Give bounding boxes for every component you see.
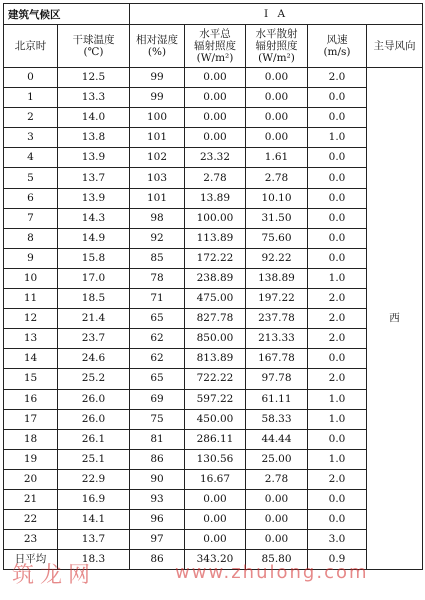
cell-hour: 1	[4, 88, 58, 108]
cell-wind-speed: 1.0	[308, 389, 367, 409]
cell-diffuse-radiation: 167.78	[246, 349, 308, 369]
watermark-text: 筑龙网	[12, 563, 97, 588]
col-header-wind-speed: 风速 (m/s)	[308, 25, 367, 68]
cell-diffuse-radiation: 1.61	[246, 148, 308, 168]
cell-wind-speed: 2.0	[308, 68, 367, 88]
cell-temp: 13.7	[58, 530, 130, 550]
cell-hour: 4	[4, 148, 58, 168]
cell-hour: 3	[4, 128, 58, 148]
cell-rh: 62	[130, 329, 185, 349]
cell-rh: 99	[130, 88, 185, 108]
cell-rh: 90	[130, 469, 185, 489]
zone-value: I A	[130, 4, 423, 25]
cell-rh: 96	[130, 510, 185, 530]
cell-temp: 14.1	[58, 510, 130, 530]
cell-hour: 9	[4, 248, 58, 268]
cell-diffuse-radiation: 0.00	[246, 128, 308, 148]
cell-diffuse-radiation: 0.00	[246, 510, 308, 530]
cell-temp: 13.9	[58, 188, 130, 208]
cell-diffuse-radiation: 44.44	[246, 429, 308, 449]
cell-temp: 24.6	[58, 349, 130, 369]
cell-total-radiation: 0.00	[185, 489, 246, 509]
cell-rh: 93	[130, 489, 185, 509]
cell-wind-speed: 2.0	[308, 469, 367, 489]
cell-wind-speed: 0.0	[308, 188, 367, 208]
cell-wind-speed: 0.0	[308, 349, 367, 369]
cell-rh: 101	[130, 188, 185, 208]
cell-hour: 5	[4, 168, 58, 188]
cell-wind-speed: 1.0	[308, 409, 367, 429]
cell-diffuse-radiation: 31.50	[246, 208, 308, 228]
cell-temp: 25.2	[58, 369, 130, 389]
cell-temp: 14.9	[58, 228, 130, 248]
cell-total-radiation: 0.00	[185, 68, 246, 88]
table-row	[4, 469, 423, 489]
cell-hour: 8	[4, 228, 58, 248]
table-row	[4, 349, 423, 369]
zone-label: 建筑气候区	[4, 4, 130, 25]
table-row	[4, 168, 423, 188]
cell-hour: 18	[4, 429, 58, 449]
climate-data-table-container	[3, 3, 422, 570]
cell-hour: 12	[4, 309, 58, 329]
cell-wind-speed: 2.0	[308, 329, 367, 349]
cell-diffuse-radiation: 0.00	[246, 88, 308, 108]
cell-rh: 92	[130, 228, 185, 248]
cell-rh: 85	[130, 248, 185, 268]
cell-rh: 65	[130, 369, 185, 389]
table-row	[4, 208, 423, 228]
cell-wind-speed: 0.0	[308, 108, 367, 128]
cell-hour: 0	[4, 68, 58, 88]
col-header-rh: 相对湿度 (%)	[130, 25, 185, 68]
cell-rh: 98	[130, 208, 185, 228]
zone-row	[4, 4, 423, 25]
cell-wind-speed: 0.0	[308, 168, 367, 188]
col-header-diffuse-radiation: 水平散射 辐射照度 (W/m²)	[246, 25, 308, 68]
cell-diffuse-radiation: 138.89	[246, 268, 308, 288]
cell-rh: 101	[130, 128, 185, 148]
cell-total-radiation: 597.22	[185, 389, 246, 409]
cell-total-radiation: 130.56	[185, 449, 246, 469]
table-row	[4, 389, 423, 409]
cell-diffuse-radiation: 25.00	[246, 449, 308, 469]
cell-temp: 26.1	[58, 429, 130, 449]
cell-wind-speed: 2.0	[308, 309, 367, 329]
cell-diffuse-radiation: 237.78	[246, 309, 308, 329]
cell-rh: 100	[130, 108, 185, 128]
table-row	[4, 369, 423, 389]
cell-wind-speed: 0.0	[308, 510, 367, 530]
table-row	[4, 248, 423, 268]
table-row	[4, 309, 423, 329]
cell-total-radiation: 238.89	[185, 268, 246, 288]
cell-total-radiation: 2.78	[185, 168, 246, 188]
cell-wind-speed: 0.0	[308, 429, 367, 449]
cell-rh: 103	[130, 168, 185, 188]
cell-total-radiation: 813.89	[185, 349, 246, 369]
cell-prevailing-wind: 西	[367, 68, 423, 570]
cell-hour: 20	[4, 469, 58, 489]
climate-data-table	[3, 3, 423, 570]
cell-hour: 19	[4, 449, 58, 469]
cell-hour: 7	[4, 208, 58, 228]
cell-wind-speed: 1.0	[308, 128, 367, 148]
cell-total-radiation: 0.00	[185, 128, 246, 148]
cell-wind-speed: 0.0	[308, 248, 367, 268]
cell-temp: 13.8	[58, 128, 130, 148]
cell-total-radiation: 113.89	[185, 228, 246, 248]
cell-hour: 17	[4, 409, 58, 429]
cell-hour: 16	[4, 389, 58, 409]
table-body	[4, 68, 423, 570]
cell-temp: 21.4	[58, 309, 130, 329]
cell-rh: 99	[130, 68, 185, 88]
cell-wind-speed: 0.0	[308, 208, 367, 228]
table-row	[4, 530, 423, 550]
cell-diffuse-radiation: 197.22	[246, 289, 308, 309]
cell-hour: 6	[4, 188, 58, 208]
cell-diffuse-radiation: 2.78	[246, 469, 308, 489]
cell-rh: 71	[130, 289, 185, 309]
cell-total-radiation: 722.22	[185, 369, 246, 389]
table-row	[4, 228, 423, 248]
col-header-total-radiation: 水平总 辐射照度 (W/m²)	[185, 25, 246, 68]
cell-temp: 13.3	[58, 88, 130, 108]
cell-total-radiation: 13.89	[185, 188, 246, 208]
cell-hour: 日平均	[4, 550, 58, 570]
cell-diffuse-radiation: 58.33	[246, 409, 308, 429]
cell-temp: 16.9	[58, 489, 130, 509]
cell-wind-speed: 1.0	[308, 268, 367, 288]
cell-diffuse-radiation: 0.00	[246, 530, 308, 550]
table-row	[4, 148, 423, 168]
cell-temp: 14.3	[58, 208, 130, 228]
cell-temp: 18.5	[58, 289, 130, 309]
cell-total-radiation: 100.00	[185, 208, 246, 228]
table-row	[4, 429, 423, 449]
cell-wind-speed: 3.0	[308, 530, 367, 550]
cell-wind-speed: 2.0	[308, 289, 367, 309]
cell-hour: 23	[4, 530, 58, 550]
cell-wind-speed: 0.9	[308, 550, 367, 570]
cell-hour: 11	[4, 289, 58, 309]
col-header-prevailing-wind: 主导风向	[367, 25, 423, 68]
cell-hour: 13	[4, 329, 58, 349]
table-row	[4, 128, 423, 148]
cell-hour: 14	[4, 349, 58, 369]
cell-temp: 26.0	[58, 389, 130, 409]
cell-temp: 12.5	[58, 68, 130, 88]
cell-wind-speed: 1.0	[308, 449, 367, 469]
cell-total-radiation: 0.00	[185, 510, 246, 530]
cell-diffuse-radiation: 0.00	[246, 489, 308, 509]
cell-hour: 2	[4, 108, 58, 128]
cell-rh: 75	[130, 409, 185, 429]
table-row	[4, 88, 423, 108]
cell-total-radiation: 172.22	[185, 248, 246, 268]
table-row	[4, 68, 423, 88]
cell-temp: 18.3	[58, 550, 130, 570]
cell-hour: 21	[4, 489, 58, 509]
table-row	[4, 108, 423, 128]
cell-wind-speed: 0.0	[308, 228, 367, 248]
col-header-temp: 干球温度 (℃)	[58, 25, 130, 68]
cell-wind-speed: 2.0	[308, 369, 367, 389]
column-header-row	[4, 25, 423, 68]
cell-rh: 86	[130, 449, 185, 469]
cell-temp: 17.0	[58, 268, 130, 288]
cell-total-radiation: 0.00	[185, 88, 246, 108]
cell-total-radiation: 450.00	[185, 409, 246, 429]
table-row	[4, 289, 423, 309]
table-row	[4, 409, 423, 429]
table-row	[4, 268, 423, 288]
cell-diffuse-radiation: 0.00	[246, 108, 308, 128]
cell-diffuse-radiation: 61.11	[246, 389, 308, 409]
cell-diffuse-radiation: 10.10	[246, 188, 308, 208]
cell-temp: 22.9	[58, 469, 130, 489]
table-row	[4, 550, 423, 570]
cell-diffuse-radiation: 0.00	[246, 68, 308, 88]
cell-total-radiation: 850.00	[185, 329, 246, 349]
table-row	[4, 449, 423, 469]
cell-hour: 15	[4, 369, 58, 389]
cell-diffuse-radiation: 2.78	[246, 168, 308, 188]
cell-rh: 69	[130, 389, 185, 409]
cell-diffuse-radiation: 92.22	[246, 248, 308, 268]
cell-wind-speed: 0.0	[308, 88, 367, 108]
table-row	[4, 188, 423, 208]
cell-total-radiation: 286.11	[185, 429, 246, 449]
cell-rh: 97	[130, 530, 185, 550]
cell-total-radiation: 343.20	[185, 550, 246, 570]
cell-rh: 78	[130, 268, 185, 288]
cell-wind-speed: 0.0	[308, 489, 367, 509]
cell-diffuse-radiation: 85.80	[246, 550, 308, 570]
cell-rh: 102	[130, 148, 185, 168]
cell-rh: 62	[130, 349, 185, 369]
cell-total-radiation: 0.00	[185, 108, 246, 128]
cell-temp: 13.9	[58, 148, 130, 168]
cell-rh: 65	[130, 309, 185, 329]
cell-wind-speed: 0.0	[308, 148, 367, 168]
table-row	[4, 510, 423, 530]
table-row	[4, 489, 423, 509]
cell-total-radiation: 23.32	[185, 148, 246, 168]
table-row	[4, 329, 423, 349]
cell-temp: 23.7	[58, 329, 130, 349]
cell-total-radiation: 475.00	[185, 289, 246, 309]
cell-temp: 15.8	[58, 248, 130, 268]
cell-rh: 86	[130, 550, 185, 570]
cell-total-radiation: 16.67	[185, 469, 246, 489]
cell-temp: 26.0	[58, 409, 130, 429]
cell-hour: 10	[4, 268, 58, 288]
col-header-hour: 北京时	[4, 25, 58, 68]
cell-total-radiation: 827.78	[185, 309, 246, 329]
cell-diffuse-radiation: 75.60	[246, 228, 308, 248]
cell-temp: 25.1	[58, 449, 130, 469]
cell-temp: 14.0	[58, 108, 130, 128]
cell-temp: 13.7	[58, 168, 130, 188]
cell-hour: 22	[4, 510, 58, 530]
watermark-url: www.zhulong.com	[175, 562, 369, 583]
cell-rh: 81	[130, 429, 185, 449]
cell-diffuse-radiation: 213.33	[246, 329, 308, 349]
cell-diffuse-radiation: 97.78	[246, 369, 308, 389]
cell-total-radiation: 0.00	[185, 530, 246, 550]
